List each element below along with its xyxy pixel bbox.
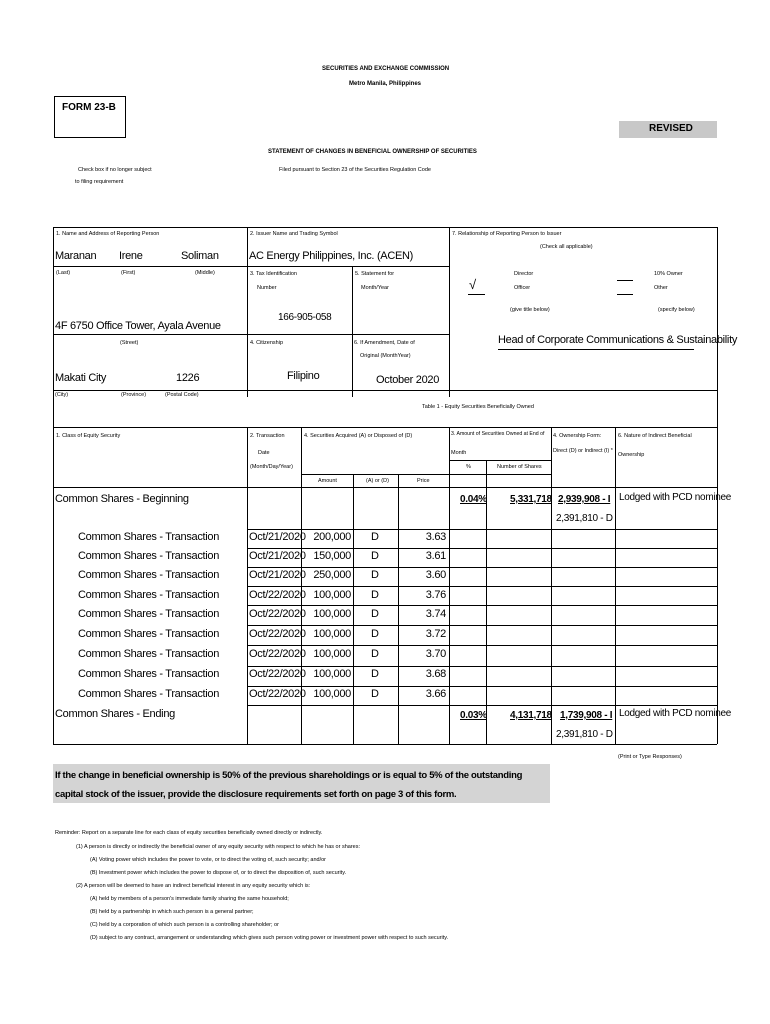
postal-label: (Postal Code) [165, 392, 199, 398]
revised-label: REVISED [649, 123, 693, 134]
province-label: (Province) [121, 392, 147, 398]
transaction-ad: D [371, 589, 379, 601]
reporting-street: 4F 6750 Office Tower, Ayala Avenue [55, 320, 221, 332]
transaction-date: Oct/22/2020 [249, 589, 306, 601]
ending-nature: Lodged with PCD nominee [619, 708, 732, 719]
director-label: Director [514, 271, 534, 277]
transaction-date: Oct/22/2020 [249, 628, 306, 640]
reporting-postal-code: 1226 [176, 372, 200, 384]
middle-label: (Middle) [195, 270, 215, 276]
ending-label: Common Shares - Ending [55, 708, 175, 720]
owner10-checkbox[interactable] [617, 280, 633, 281]
tin-label-1: 3. Tax Identification [250, 271, 297, 277]
transaction-class: Common Shares - Transaction [78, 648, 220, 660]
check-box-note-2: to filing requirement [75, 179, 124, 185]
transaction-ad: D [371, 668, 379, 680]
transaction-price: 3.74 [425, 608, 446, 620]
transaction-amount: 100,000 [313, 688, 351, 700]
col-form-header-1: 4. Ownership Form: [553, 433, 602, 439]
transaction-price: 3.63 [425, 531, 446, 543]
reminder-line: (B) Investment power which includes the power to dispose of, or to direct the disposition of, such security. [90, 870, 347, 876]
officer-label: Officer [514, 285, 531, 291]
citizenship-label: 4. Citizenship [250, 340, 284, 346]
transaction-price: 3.76 [425, 589, 446, 601]
agency-name: SECURITIES AND EXCHANGE COMMISSION [322, 66, 450, 72]
reminder-line: (D) subject to any contract, arrangement or understanding which gives such person voting power or investment power with respect to such security. [90, 935, 449, 941]
reminder-line: (B) held by a partnership in which such person is a general partner; [90, 909, 254, 915]
transaction-amount: 100,000 [313, 628, 351, 640]
transaction-amount: 100,000 [313, 668, 351, 680]
col-shares-header: Number of Shares [497, 464, 542, 470]
transaction-ad: D [371, 688, 379, 700]
transaction-class: Common Shares - Transaction [78, 550, 220, 562]
col-nature-header-1: 6. Nature of Indirect Beneficial [618, 433, 692, 439]
form-title: STATEMENT OF CHANGES IN BENEFICIAL OWNERSHIP OF SECURITIES [268, 149, 477, 155]
reporting-person-label: 1. Name and Address of Reporting Person [56, 231, 160, 237]
transaction-amount: 100,000 [313, 648, 351, 660]
relationship-label: 7. Relationship of Reporting Person to Issuer [452, 231, 562, 237]
amendment-label-1: 6. If Amendment, Date of [354, 340, 415, 346]
transaction-class: Common Shares - Transaction [78, 608, 220, 620]
transaction-amount: 250,000 [313, 569, 351, 581]
city-label: (City) [55, 392, 69, 398]
transaction-price: 3.60 [425, 569, 446, 581]
transaction-date: Oct/22/2020 [249, 608, 306, 620]
first-label: (First) [121, 270, 136, 276]
col-class-header: 1. Class of Equity Security [56, 433, 121, 439]
amendment-label-2: Original (MonthYear) [360, 353, 411, 359]
reporting-city: Makati City [55, 372, 107, 384]
beginning-form-indirect: 2,939,908 - I [558, 494, 611, 505]
disclosure-notice [53, 764, 550, 803]
col-ad-header: (A) or (D) [366, 478, 389, 484]
beginning-nature: Lodged with PCD nominee [619, 492, 732, 503]
reminder-line: (2) A person will be deemed to have an indirect beneficial interest in any equity security which is: [76, 883, 311, 889]
transaction-class: Common Shares - Transaction [78, 628, 220, 640]
col-amount-header: Amount [318, 478, 337, 484]
statement-label-1: 5. Statement for [355, 271, 395, 277]
transaction-ad: D [371, 648, 379, 660]
beginning-pct: 0.04% [460, 494, 487, 505]
ending-pct: 0.03% [460, 710, 487, 721]
reporting-middle-name: Soliman [181, 250, 219, 262]
form-name: FORM 23-B [62, 102, 116, 113]
other-label: Other [654, 285, 668, 291]
reminder-line: (1) A person is directly or indirectly the beneficial owner of any equity security with respect to which he has or shares: [76, 844, 360, 850]
transaction-amount: 100,000 [313, 608, 351, 620]
col-nature-header-2: Ownership [618, 452, 645, 458]
transaction-price: 3.66 [425, 688, 446, 700]
transaction-class: Common Shares - Transaction [78, 531, 220, 543]
tin-label-2: Number [257, 285, 277, 291]
officer-title: Head of Corporate Communications & Sustainability [498, 334, 738, 346]
col-pct-header: % [466, 464, 471, 470]
ending-shares: 4,131,718 [510, 710, 552, 721]
agency-location: Metro Manila, Philippines [349, 81, 422, 87]
col-date-header-3: (Month/Day/Year) [250, 464, 293, 470]
reminder-line: (A) held by members of a person's immediate family sharing the same household; [90, 896, 289, 902]
check-all-note: (Check all applicable) [540, 244, 593, 250]
reminder-line: Reminder: Report on a separate line for each class of equity securities beneficially owned directly or indirectly. [55, 830, 323, 836]
transaction-date: Oct/21/2020 [249, 569, 306, 581]
print-note: (Print or Type Responses) [618, 754, 682, 760]
transaction-class: Common Shares - Transaction [78, 569, 220, 581]
owner10-label: 10% Owner [654, 271, 683, 277]
specify-note: (specify below) [658, 307, 695, 313]
col-acquired-header: 4. Securities Acquired (A) or Disposed of (D) [304, 433, 413, 439]
transaction-date: Oct/22/2020 [249, 648, 306, 660]
last-label: (Last) [56, 270, 71, 276]
issuer-name: AC Energy Philippines, Inc. (ACEN) [249, 250, 414, 262]
transaction-ad: D [371, 569, 379, 581]
transaction-class: Common Shares - Transaction [78, 589, 220, 601]
transaction-amount: 100,000 [313, 589, 351, 601]
beginning-shares: 5,331,718 [510, 494, 552, 505]
street-label: (Street) [120, 340, 139, 346]
give-title-note: (give title below) [510, 307, 550, 313]
disclosure-notice-line-1: If the change in beneficial ownership is 50% of the previous shareholdings or is equal to 5% of the outstanding [55, 770, 523, 781]
transaction-date: Oct/21/2020 [249, 550, 306, 562]
transaction-amount: 150,000 [313, 550, 351, 562]
transaction-ad: D [371, 608, 379, 620]
ending-form-indirect: 1,739,908 - I [560, 710, 613, 721]
disclosure-notice-line-2: capital stock of the issuer, provide the disclosure requirements set forth on page 3 of this form. [55, 789, 457, 800]
reminder-line: (A) Voting power which includes the power to vote, or to direct the voting of, such security; and/or [90, 857, 327, 863]
transaction-date: Oct/22/2020 [249, 668, 306, 680]
col-price-header: Price [417, 478, 430, 484]
reporting-first-name: Irene [119, 250, 143, 262]
statement-label-2: Month/Year [361, 285, 389, 291]
transaction-ad: D [371, 531, 379, 543]
statement-period: October 2020 [376, 374, 440, 386]
transaction-amount: 200,000 [313, 531, 351, 543]
reminder-line: (C) held by a corporation of which such person is a controlling shareholder; or [90, 922, 279, 928]
col-date-header-1: 2. Transaction [250, 433, 285, 439]
transaction-price: 3.72 [425, 628, 446, 640]
form-name-box [54, 96, 126, 138]
transaction-ad: D [371, 550, 379, 562]
col-form-header-2: Direct (D) or Indirect (I) * [553, 448, 613, 454]
beginning-label: Common Shares - Beginning [55, 493, 189, 505]
filed-pursuant-note: Filed pursuant to Section 23 of the Securities Regulation Code [279, 167, 431, 173]
revised-badge [619, 121, 717, 138]
beginning-form-direct: 2,391,810 - D [556, 513, 613, 524]
col-owned-header-1: 3. Amount of Securities Owned at End of [451, 431, 545, 437]
issuer-tin: 166-905-058 [278, 312, 332, 323]
transaction-date: Oct/22/2020 [249, 688, 306, 700]
transaction-date: Oct/21/2020 [249, 531, 306, 543]
reporting-last-name: Maranan [55, 250, 97, 262]
transaction-price: 3.68 [425, 668, 446, 680]
transaction-class: Common Shares - Transaction [78, 688, 220, 700]
ending-form-direct: 2,391,810 - D [556, 729, 613, 740]
transaction-price: 3.61 [425, 550, 446, 562]
table-caption: Table 1 - Equity Securities Beneficially Owned [422, 404, 534, 410]
transaction-price: 3.70 [425, 648, 446, 660]
issuer-label: 2. Issuer Name and Trading Symbol [250, 231, 338, 237]
col-date-header-2: Date [258, 450, 270, 456]
officer-checkbox[interactable] [468, 294, 485, 295]
transaction-class: Common Shares - Transaction [78, 668, 220, 680]
check-box-note-1: Check box if no longer subject [78, 167, 152, 173]
transaction-ad: D [371, 628, 379, 640]
col-owned-header-2: Month [451, 450, 467, 456]
other-checkbox[interactable] [617, 294, 633, 295]
citizenship-value: Filipino [287, 370, 320, 382]
officer-checkmark-icon[interactable]: √ [469, 277, 477, 292]
